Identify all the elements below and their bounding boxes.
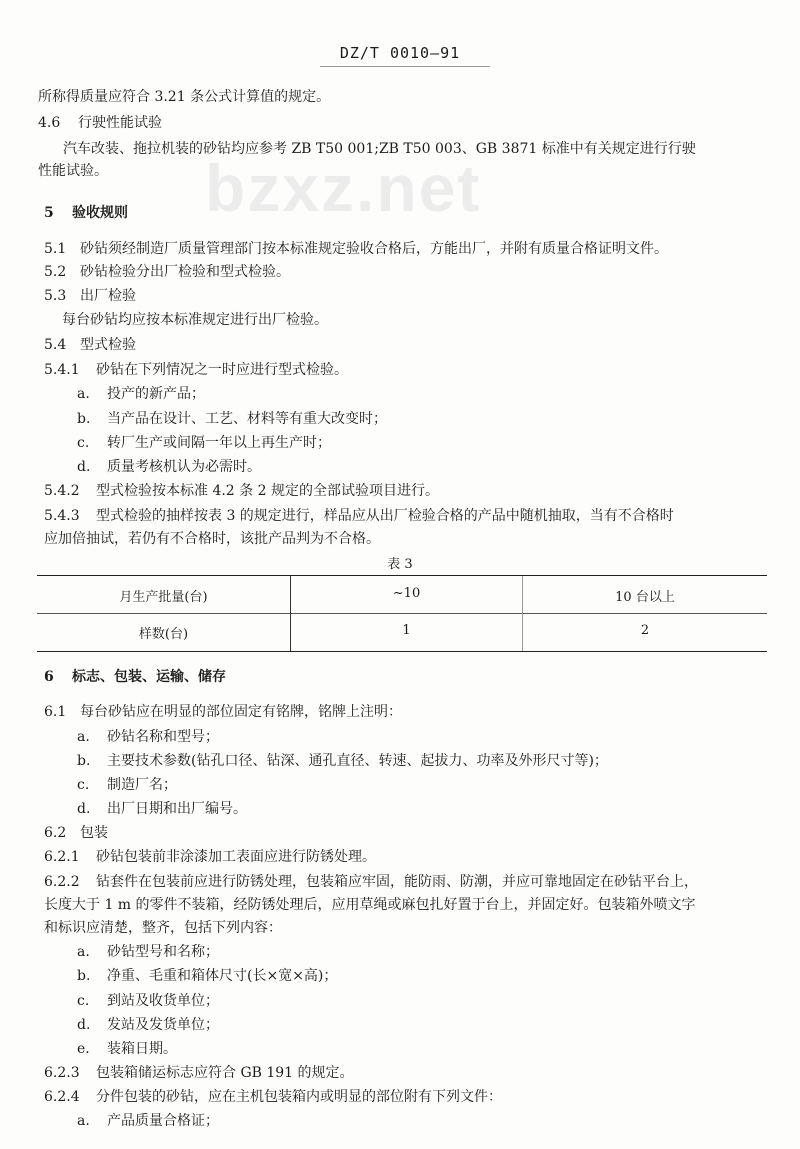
section-5-4-3: 5.4.3 型式检验的抽样按表 3 的规定进行，样品应从出厂检验合格的产品中随机抽取，当有不合格时 [44, 508, 674, 524]
watermark: bzxz.net [205, 151, 482, 225]
paragraph-line: 性能试验。 [38, 163, 108, 179]
section-5-heading: 5 验收规则 [44, 205, 128, 221]
table-header-cell: 10 台以上 [615, 590, 675, 605]
table-header-cell: 月生产批量(台) [119, 590, 208, 605]
header-rule [320, 66, 490, 67]
page-header: DZ/T 0010—91 [339, 44, 461, 62]
table-header-cell: ~10 [392, 586, 421, 601]
section-4-6: 4.6 行驶性能试验 [38, 115, 162, 131]
list-item: a. 砂钻名称和型号； [77, 729, 219, 745]
section-6-2-1: 6.2.1 砂钻包装前非涂漆加工表面应进行防锈处理。 [44, 849, 376, 865]
paragraph-line: 所称得质量应符合 3.21 条公式计算值的规定。 [38, 89, 331, 105]
table-cell: 样数(台) [138, 627, 189, 642]
section-5-4-1: 5.4.1 砂钻在下列情况之一时应进行型式检验。 [44, 362, 348, 378]
section-5-4: 5.4 型式检验 [44, 337, 136, 353]
table-title: 表 3 [387, 557, 413, 572]
list-item: d. 出厂日期和出厂编号。 [77, 801, 247, 817]
list-item: d. 质量考核机认为必需时。 [77, 459, 261, 475]
section-5-2: 5.2 砂钻检验分出厂检验和型式检验。 [44, 264, 290, 280]
list-item: a. 投产的新产品； [77, 386, 205, 402]
sampling-table [37, 575, 767, 652]
section-5-4-2: 5.4.2 型式检验按本标准 4.2 条 2 规定的全部试验项目进行。 [44, 483, 439, 499]
section-5-3: 5.3 出厂检验 [44, 288, 136, 304]
list-item: d. 发站及发货单位； [77, 1017, 219, 1033]
list-item: a. 砂钻型号和名称； [77, 944, 219, 960]
paragraph-line: 每台砂钻均应按本标准规定进行出厂检验。 [62, 312, 328, 328]
section-6-2-2: 6.2.2 钻套件在包装前应进行防锈处理，包装箱应牢固，能防雨、防潮，并应可靠地固定在砂钻平台上， [44, 874, 698, 890]
paragraph-line: 和标识应清楚，整齐，包括下列内容： [44, 920, 282, 936]
list-item: c. 转厂生产或间隔一年以上再生产时； [77, 435, 331, 451]
section-5-1: 5.1 砂钻须经制造厂质量管理部门按本标准规定验收合格后，方能出厂，并附有质量合格证明文件。 [44, 241, 668, 257]
section-6-heading: 6 标志、包装、运输、储存 [44, 669, 226, 685]
table-cell: 2 [640, 623, 650, 638]
paragraph-line: 应加倍抽试，若仍有不合格时，该批产品判为不合格。 [44, 531, 380, 547]
section-6-2-4: 6.2.4 分件包装的砂钻，应在主机包装箱内或明显的部位附有下列文件： [44, 1089, 502, 1105]
section-6-1: 6.1 每台砂钻应在明显的部位固定有铭牌，铭牌上注明： [44, 704, 402, 720]
list-item: c. 制造厂名； [77, 777, 177, 793]
list-item: b. 主要技术参数(钻孔口径、钻深、通孔直径、转速、起拔力、功率及外形尺寸等)； [77, 753, 608, 769]
paragraph-line: 汽车改装、拖拉机装的砂钻均应参考 ZB T50 001;ZB T50 003、GB 3871 标准中有关规定进行行驶 [63, 141, 696, 157]
list-item: b. 当产品在设计、工艺、材料等有重大改变时； [77, 411, 387, 427]
section-6-2-3: 6.2.3 包装箱储运标志应符合 GB 191 的规定。 [44, 1065, 354, 1081]
list-item: a. 产品质量合格证； [77, 1113, 219, 1129]
list-item: b. 净重、毛重和箱体尺寸(长×宽×高)； [77, 968, 338, 984]
section-6-2: 6.2 包装 [44, 825, 108, 841]
list-item: c. 到站及收货单位； [77, 993, 219, 1009]
paragraph-line: 长度大于 1 m 的零件不装箱，经防锈处理后，应用草绳或麻包扎好置于台上，并固定好。包装箱外喷文字 [44, 897, 696, 913]
table-cell: 1 [402, 623, 411, 638]
list-item: e. 装箱日期。 [77, 1041, 177, 1057]
table-row-divider [37, 613, 767, 614]
